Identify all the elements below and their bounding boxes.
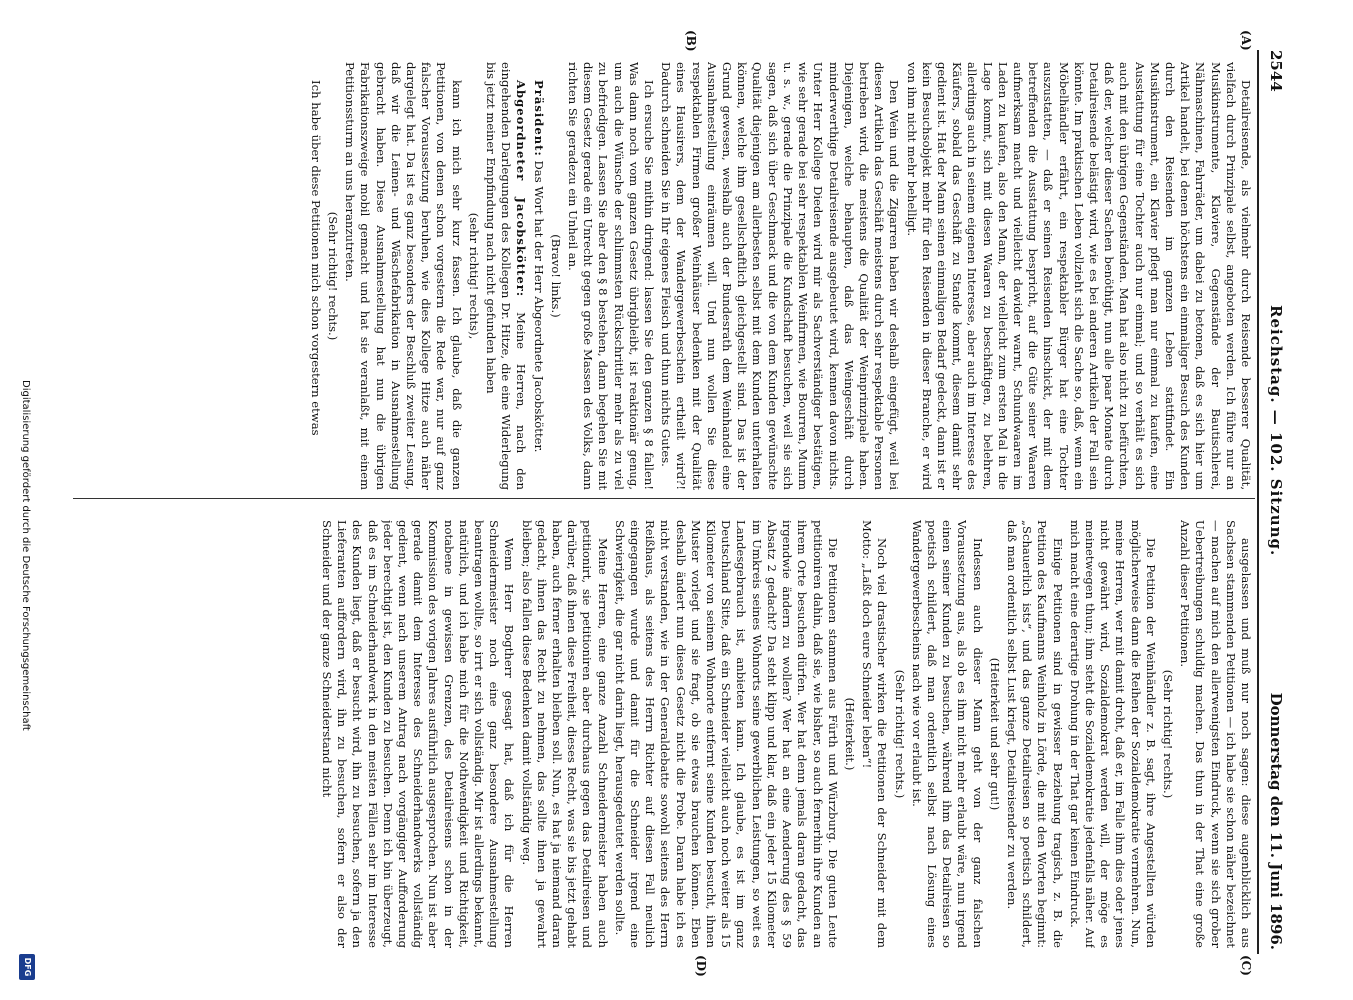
page-number: 2544: [1267, 50, 1285, 92]
audience-reaction: (Heiterkeit.): [842, 697, 857, 771]
audience-reaction: (Sehr richtig! rechts.): [1160, 669, 1175, 799]
header-date: Donnerstag den 11. Juni 1896.: [1267, 692, 1285, 950]
paragraph: Wenn Herr Bogtherr gesagt hat, daß ich für die Herren Schneidermeister noch eine ganz besondere Ausnahmestellung beantragen wollte, so irrt er sich vollständig. Mir ist allerdings bekannt, natürlich, und ich habe mich für die Nothwendigkeit und Richtigkeit, notabene in gewissen Grenzen, des Detailreisens schon in der Kommission des vorigen Jahres ausführlich ausgesprochen. Nun ist aber gerade damit dem Interesse des Schneiderhandwerks vollständig gedient, wenn nach unserem Antrag nach vorgängiger Aufforderung jeder berechtigt ist, den Kunden zu besuchen. Denn ich bin überzeugt, daß es im Schneiderhandwerk in den meisten Fällen sehr im Interesse des Kunden liegt, daß er besucht wird, ihn zu besuchen, sofern ja den Lieferanten auffordern wird, ihn zu besuchen, sofern er also der Schneider und der ganze Schneiderstand nicht: [320, 520, 517, 948]
speaker-text: Meine Herren, nach den eingehenden Darlegungen des Kollegen Dr. Hitze, die eine Widerlegung bis jetzt meiner Empfindung nach nicht gefunden haben: [484, 62, 529, 490]
audience-reaction: (Sehr richtig! rechts.): [326, 211, 341, 341]
paragraph: kann ich mich sehr kurz fassen. Ich glaube, daß die ganzen Petitionen, von denen schon vorgestern die Rede war, nur auf ganz falscher Voraussetzung beruhen, wie dies Kollege Hitze auch näher dargelegt hat. Da ist es ganz besonders der Beschluß zweiter Lesung, daß wir die Leinen- und Wäschefabrikation in Ausnahmestellung gebracht haben. Diese Ausnahmestellung hat nun die übrigen Fabrikationszweige mobil gemacht und hat sie veranlaßt, mit einem Petitionssturm an uns heranzutreten.: [343, 62, 464, 490]
left-column: [83, 62, 1253, 490]
paragraph: Ich habe über diese Petitionen mich schon vorgestern etwas: [308, 80, 323, 436]
paragraph: Einige Petitionen sind in gewisser Beziehung tragisch, z. B. die Petition des Kaufmanns Weinholz in Lörde, die mit den Worten beginnt: „Schauerlich ists“, und das ganze Detailreisen so poetisch schildert, daß man ordentlich selbst Lust kriegt, Detailreisender zu werden.: [1004, 520, 1065, 948]
audience-reaction: (Bravo! links.): [548, 234, 563, 318]
right-column: [83, 520, 1253, 948]
dfg-logo: DFG: [19, 954, 35, 980]
audience-reaction: (Sehr richtig! rechts.): [892, 669, 907, 799]
margin-mark-a: (A): [1239, 30, 1253, 51]
margin-mark-d: (D): [694, 955, 708, 977]
speaker-text: Das Wort hat der Herr Abgeordnete Jacobskötter.: [531, 160, 546, 453]
column-separator: [73, 498, 1255, 499]
footer-text: Digitalisierung gefördert durch die Deutsche Forschungsgemeinschaft: [20, 380, 31, 731]
margin-mark-c: (C): [1239, 955, 1253, 976]
speaker-president: Präsident:: [531, 80, 546, 157]
header-title: Reichstag. — 102. Sitzung.: [1267, 305, 1285, 557]
speaker-line: [483, 62, 529, 490]
audience-reaction: (Heiterkeit und sehr gut!): [987, 657, 1002, 811]
paragraph: Detailreisende, als vielmehr durch Reisende besserer Qualität, vielfach durch Prinzipale selbst, angeboten werden. Ich führe nur an Musikinstrumente, Klaviere, Gegenstände der Bautischlerei, Nähmaschinen, Fahrräder, um dabei zu betonen, daß es sich hier um Artikel handelt, bei denen höchstens ein einmaliger Besuch des Kunden durch den Reisenden im ganzen Leben stattfindet. Ein Musikinstrument, ein Klavier pflegt man nur einmal zu kaufen, eine Ausstattung für eine Tochter auch nur einmal; und so verhält es sich auch mit den übrigen Gegenständen. Man hat also nicht zu befürchten, daß der, welcher dieser Sachen benöthigt, nun alle paar Monate durch Detailreisende belästigt wird, wie es bei anderen Artikeln der Fall sein könnte. Im praktischen Leben vollzieht sich die Sache so, daß, wenn ein Möbelhändler erfährt, ein respektabler Bürger hat eine Tochter auszustatten, — daß er seinen Reisenden hinschickt, der mit dem betreffenden die Ausstattung bespricht, auf die Güte seiner Waaren aufmerksam macht und vielleicht dawider warnt, Schundwaaren im Laden zu kaufen, also den Mann, der vielleicht zum ersten Mal in die Lage kommt, sich mit diesen Waaren zu beschäftigen, zu belehren, allerdings auch in seinem eigenen Interesse, aber auch im Interesse des Käufers, sobald das Geschäft zu Stande kommt, diesem damit sehr gedient ist. Hat der Mann seinen einmaligen Bedarf gedeckt, dann ist er kein Besuchsobjekt mehr für den Reisenden in dieser Branche, er wird von ihm nicht mehr behelligt.: [904, 62, 1253, 490]
margin-mark-b: (B): [684, 30, 698, 52]
paragraph: Ich ersuche Sie mithin dringend: lassen Sie den ganzen § 8 fallen! Was dann noch vom ganzen Gesetz übrigbleibt, ist reaktionär genug, um auch die Wünsche der schlimmsten Rückschrittler mehr als zu viel zu befriedigen. Lassen Sie aber den § 8 bestehen, dann begehen Sie mit diesem Gesetz gerade ein Unrecht gegen große Massen des Volks, dann richten Sie geradezu ein Unheil an.: [566, 62, 657, 490]
paragraph: Indessen auch dieser Mann geht von der ganz falschen Voraussetzung aus, als ob es ihm nicht mehr erlaubt wäre, nun irgend einen seiner Kunden zu besuchen, während ihm das Detailreisen so poetisch schildert, daß man ordentlich selbst nach Lösung eines Wandergewerbescheins nach wie vor erlaubt ist.: [909, 520, 985, 948]
paragraph: Den Wein und die Zigarren haben wir deshalb eingefügt, weil bei diesen Artikeln das Geschäft meistens durch sehr respektable Personen betrieben wird, die meistens die Qualität der Weinprinzipale haben. Diejenigen, welche behaupten, daß das Weingeschäft durch minderwerthige Detailreisende ausgebeutet wird, kennen davon nichts. Unter Herr Kollege Dieden wird mir als Sachverständiger bestätigen, wie sehr gerade bei sehr respektablen Weinfirmen, wie Bourren, Mumm u. s. w., gerade die Prinzipale die Kundschaft besuchen, weil sie sich sagen, daß sich über Geschmack und die von dem Kunden gewünschte Qualität diejenigen am allerbesten selbst mit dem Kunden unterhalten können, welche ihm gesellschaftlich gleichgestellt sind. Das ist der Grund gewesen, weshalb auch der Bundesrath dem Weinhandel eine Ausnahmestellung einräumen will. Und nun wollen Sie diese respektablen Firmen großer Weinhäuser bedenken mit der Qualität eines Hausirers, dem der Wandergewerbeschein ertheilt wird?! Dadurch schneiden Sie in Ihr eigenes Fleisch und thun nichts Gutes.: [659, 62, 902, 490]
page-header: [1261, 50, 1285, 950]
speaker-line: [530, 62, 545, 490]
paragraph: Die Petitionen stammen aus Fürth und Würzburg. Die guten Leute petitioniren dahin, daß sie, wie bisher, so auch fernerhin ihre Kunden an ihrem Orte besuchen dürfen. Wer hat denn jemals daran gedacht, das irgendwie ändern zu wollen? Wer hat an eine Aenderung des § 59 Absatz 2 gedacht? Da steht klipp und klar, daß ein jeder 15 Kilometer im Umkreis seines Wohnorts seine gewerblichen Leistungen, so weit es Landesgebrauch ist, anbieten kann. Ich glaube, es ist im ganz Deutschland Sitte, daß ein Schneider vielleicht auch noch weiter als 15 Kilometer von seinem Wohnorte entfernt seine Kunden besucht, ihnen Muster vorlegt und sie fragt, ob sie etwas brauchen können. Eben deshalb ändert nun dieses Gesetz nicht die Probe. Daran habe ich es nicht verstanden, wie in der Generaldebatte sowohl seitens des Herrn Reißhaus, als seitens des Herrn Richter auf diesen Fall neulich eingegangen wurde und damit für die Schneider irgend eine Schwierigkeit, die gar nicht darin liegt, herausgedeutet werden sollte.: [612, 520, 840, 948]
paragraph: ausgelassen und muß nur noch sagen: diese augenblicklich aus Sachsen stammenden Petitionen — ich habe sie schon näher bezeichnet — machen auf mich den allerwenigsten Eindruck, wenn sie sich grober Uebertreibungen schuldig machen. Das thun in der That eine große Anzahl dieser Petitionen.: [1178, 520, 1253, 948]
digitization-footer: [13, 380, 35, 980]
paragraph: Die Petition der Weinhändler z. B. sagt, ihre Angestellten würden möglicherweise dann die Reihen der Sozialdemokratie vermehren. Nun, meine Herren, wer mit damit droht, daß er, im Falle ihm dies oder jenes nicht gewährt wird, Sozialdemokrat werden will, der möge es meinetwegen thun; ihm steht die Sozialdemokratie jedenfalls näher. Auf mich macht eine derartige Drohung in der That gar keinen Eindruck.: [1067, 520, 1158, 948]
header-rule: [1257, 50, 1259, 954]
speaker-jacobskoetter: Abgeordneter Jacobskötter:: [514, 80, 529, 298]
audience-reaction: (sehr richtig! rechts),: [466, 212, 481, 340]
paragraph: Meine Herren, eine ganze Anzahl Schneidermeister haben auch petitionirt, sie petitioniren aber durchaus gegen das Detailreisen und darüber, daß ihnen diese Freiheit, dieses Recht, was sie bis jetzt gehabt haben, auch ferner erhalten bleiben soll. Nun, es hat ja niemand daran gedacht, ihnen das Recht zu nehmen, das sollte ihnen ja gewahrt bleiben; also fallen diese Bedenken damit vollständig weg.: [519, 520, 610, 948]
paragraph: Noch viel drastischer wirken die Petitionen der Schneider mit dem Motto: „Laßt doch eure Schneider leben“!: [860, 520, 890, 948]
